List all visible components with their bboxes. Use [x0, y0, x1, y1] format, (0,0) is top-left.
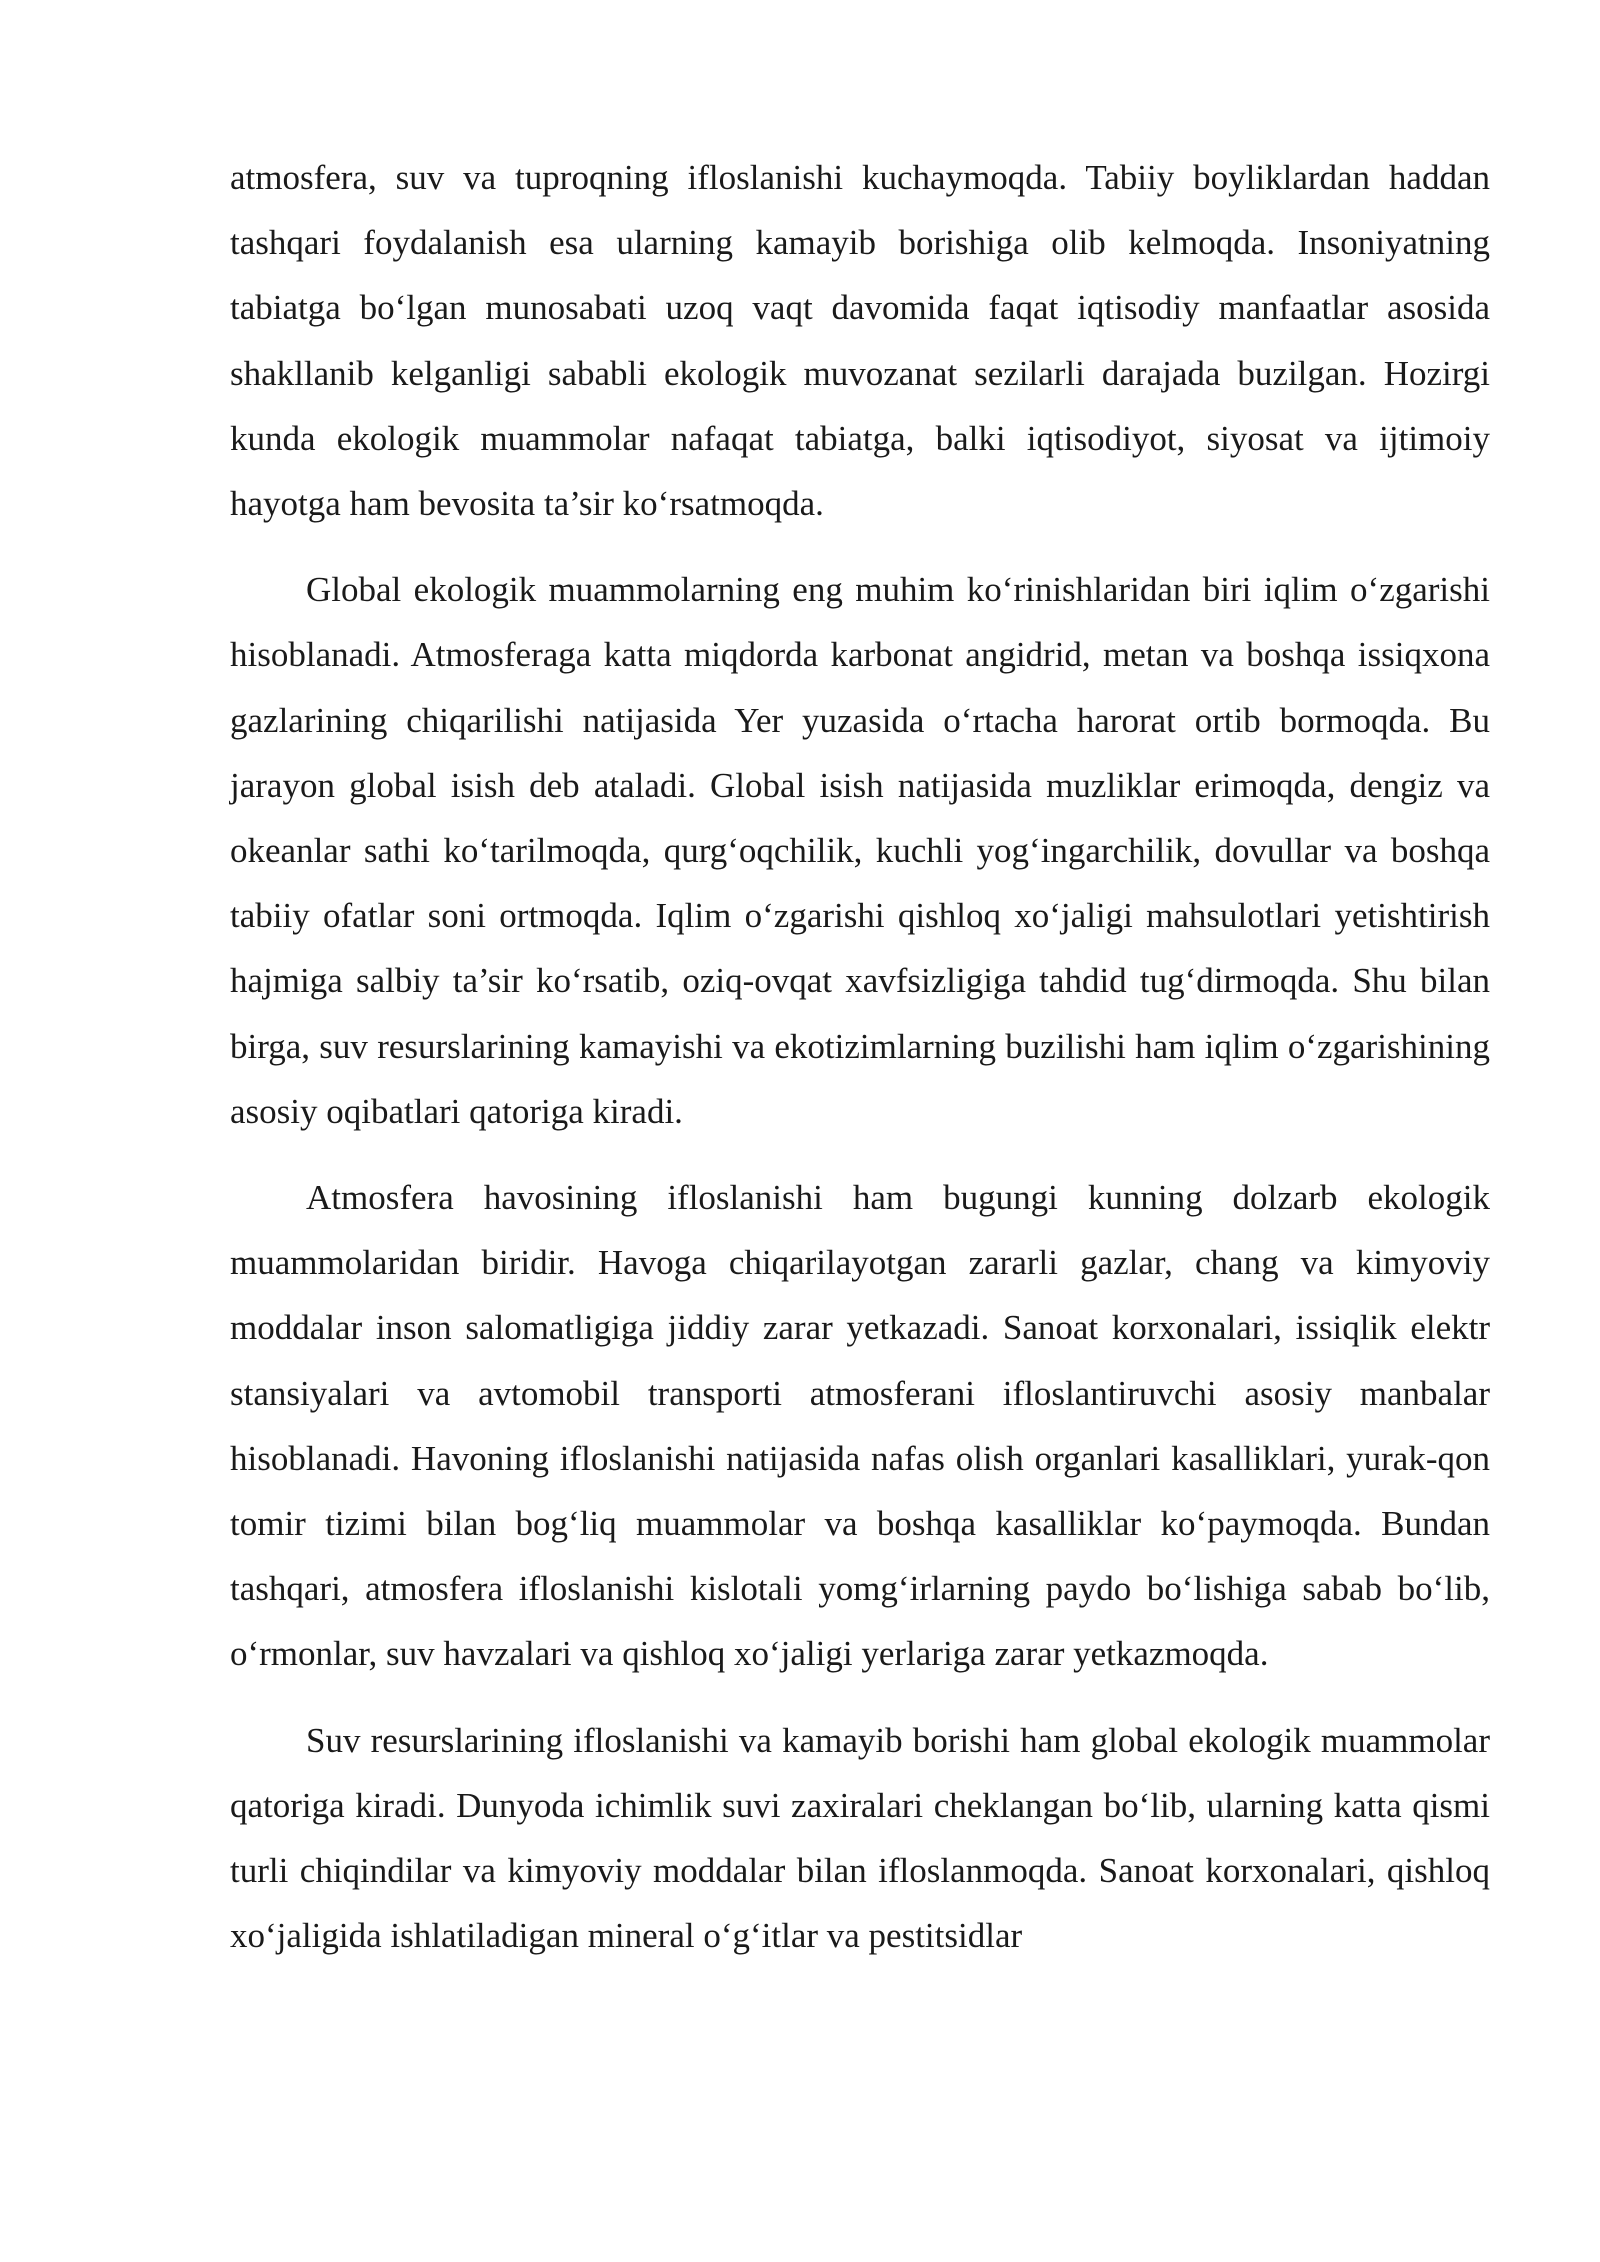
paragraph-4: Suv resurslarining ifloslanishi va kamayib borishi ham global ekologik muammolar qatoriga kiradi. Dunyoda ichimlik suvi zaxiralari cheklangan bo‘lib, ularning katta qismi turli chiqindilar va kimyoviy moddalar bilan ifloslanmoqda. Sanoat korxonalari, qishloq xo‘jaligida ishlatiladigan mineral o‘g‘itlar va pestitsidlar — [230, 1720, 1490, 1956]
document-body — [230, 145, 1490, 1968]
paragraph-3: Atmosfera havosining ifloslanishi ham bugungi kunning dolzarb ekologik muammolaridan biridir. Havoga chiqarilayotgan zararli gazlar, chang va kimyoviy moddalar inson salomatligiga jiddiy zarar yetkazadi. Sanoat korxonalari, issiqlik elektr stansiyalari va avtomobil transporti atmosferani ifloslantiruvchi asosiy manbalar hisoblanadi. Havoning ifloslanishi natijasida nafas olish organlari kasalliklari, yurak-qon tomir tizimi bilan bog‘liq muammolar va boshqa kasalliklar ko‘paymoqda. Bundan tashqari, atmosfera ifloslanishi kislotali yomg‘irlarning paydo bo‘lishiga sabab bo‘lib, o‘rmonlar, suv havzalari va qishloq xo‘jaligi yerlariga zarar yetkazmoqda. — [230, 1178, 1490, 1674]
paragraph-2: Global ekologik muammolarning eng muhim ko‘rinishlaridan biri iqlim o‘zgarishi hisoblanadi. Atmosferaga katta miqdorda karbonat angidrid, metan va boshqa issiqxona gazlarining chiqarilishi natijasida Yer yuzasida o‘rtacha harorat ortib bormoqda. Bu jarayon global isish deb ataladi. Global isish natijasida muzliklar erimoqda, dengiz va okeanlar sathi ko‘tarilmoqda, qurg‘oqchilik, kuchli yog‘ingarchilik, dovullar va boshqa tabiiy ofatlar soni ortmoqda. Iqlim o‘zgarishi qishloq xo‘jaligi mahsulotlari yetishtirish hajmiga salbiy ta’sir ko‘rsatib, oziq-ovqat xavfsizligiga tahdid tug‘dirmoqda. Shu bilan birga, suv resurslarining kamayishi va ekotizimlarning buzilishi ham iqlim o‘zgarishining asosiy oqibatlari qatoriga kiradi. — [230, 570, 1490, 1131]
paragraph-1: atmosfera, suv va tuproqning ifloslanishi kuchaymoqda. Tabiiy boyliklardan haddan tashqari foydalanish esa ularning kamayib borishiga olib kelmoqda. Insoniyatning tabiatga bo‘lgan munosabati uzoq vaqt davomida faqat iqtisodiy manfaatlar asosida shakllanib kelganligi sababli ekologik muvozanat sezilarli darajada buzilgan. Hozirgi kunda ekologik muammolar nafaqat tabiatga, balki iqtisodiyot, siyosat va ijtimoiy hayotga ham bevosita ta’sir ko‘rsatmoqda. — [230, 158, 1490, 524]
